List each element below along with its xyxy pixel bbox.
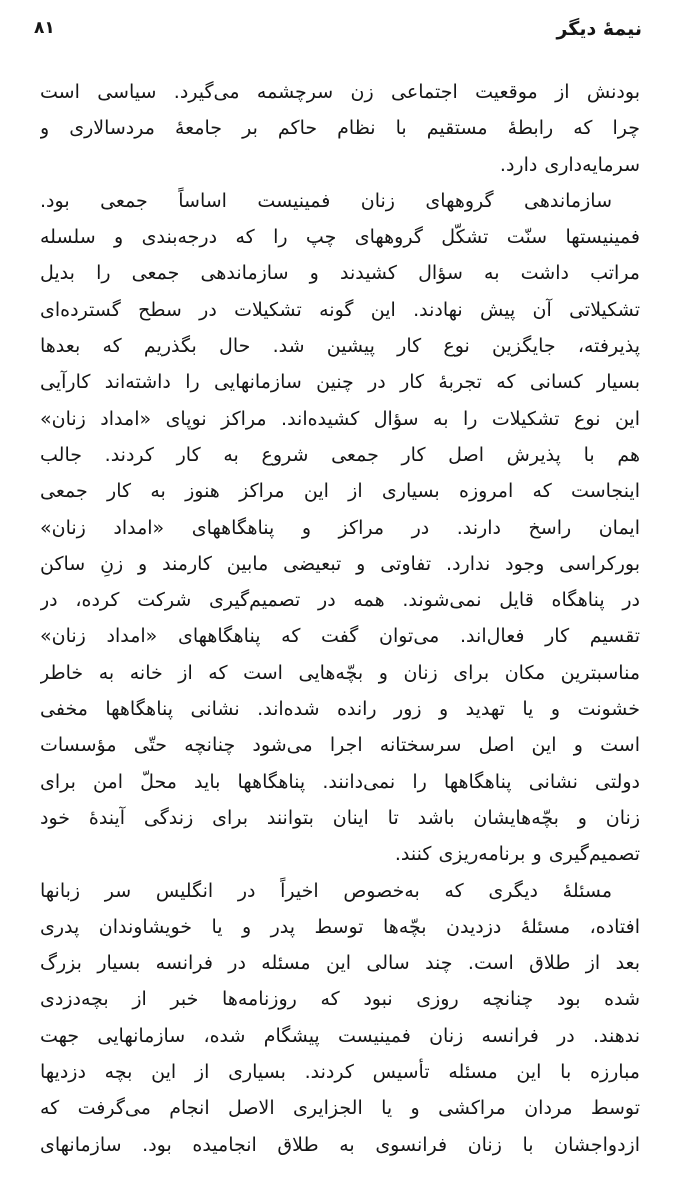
text-line: بسیار کسانی که تجربهٔ کار در چنین سازمانهایی را داشته‌اند کارآیی bbox=[40, 371, 640, 394]
text-line: در پناهگاه قایل نمی‌شوند. همه در تصمیم‌گیری شرکت کرده، در bbox=[40, 589, 640, 612]
text-line: شده بود چنانچه روزی نبود که روزنامه‌ها خبر از بچه‌دزدی bbox=[40, 988, 640, 1011]
text-line: ازدواجشان با زنان فرانسوی به طلاق انجامیده بود. سازمانهای bbox=[40, 1133, 640, 1156]
text-line: پذیرفته، جایگزین نوع کار پیشین شد. حال بگذریم که بعدها bbox=[40, 335, 640, 358]
text-line: افتاده، مسئلهٔ دزدیدن بچّه‌ها توسط پدر و یا خویشاوندان پدری bbox=[40, 915, 640, 938]
text-line: مبارزه با این مسئله تأسیس کردند. بسیاری از این بچه دزدیها bbox=[40, 1061, 640, 1084]
text-line: مناسبترین مکان برای زنان و بچّه‌هایی است که از خانه به خاطر bbox=[40, 661, 640, 684]
text-line: چرا که رابطهٔ مستقیم با نظام حاکم بر جامعهٔ مردسالاری و bbox=[40, 117, 640, 140]
text-line: تشکیلاتی آن پیش نهادند. این گونه تشکیلات در سطح گسترده‌ای bbox=[40, 298, 640, 321]
page-number: ٨١ bbox=[34, 18, 55, 38]
text-line: هم با پذیرش اصل کار جمعی شروع به کار کردند. جالب bbox=[40, 443, 640, 466]
text-line: دولتی نشانی پناهگاهها را نمی‌دانند. پناهگاهها باید محلّ امن برای bbox=[40, 770, 640, 793]
text-line: مسئلهٔ دیگری که به‌خصوص اخیراً در انگلیس سر زبانها bbox=[40, 879, 612, 902]
text-line: این نوع تشکیلات را به سؤال کشیده‌اند. مراکز نوپای «امداد زنان» bbox=[40, 407, 640, 430]
text-line: خشونت و یا تهدید و زور رانده شده‌اند. نشانی پناهگاهها مخفی bbox=[40, 698, 640, 721]
text-line: زنان و بچّه‌هایشان باشد تا اینان بتوانند برای زندگی آیندهٔ خود bbox=[40, 806, 640, 829]
text-line: ندهند. در فرانسه زنان فمینیست پیشگام شده، سازمانهایی جهت bbox=[40, 1024, 640, 1047]
text-line: ایمان راسخ دارند. در مراکز و پناهگاههای «امداد زنان» bbox=[40, 516, 640, 539]
text-line: بعد از طلاق است. چند سالی این مسئله در فرانسه بسیار بزرگ bbox=[40, 952, 640, 975]
text-line: سازماندهی گروههای زنان فمینیست اساساً جمعی بود. bbox=[40, 189, 612, 212]
text-line: سرمایه‌داری دارد. bbox=[499, 153, 640, 176]
text-line: مراتب داشت به سؤال کشیدند و سازماندهی جمعی را بدیل bbox=[40, 262, 640, 285]
text-line: بودنش از موقعیت اجتماعی زن سرچشمه می‌گیرد. سیاسی است bbox=[40, 81, 640, 103]
text-line: بورکراسی وجود ندارد. تفاوتی و تبعیضی مابین کارمند و زنِ ساکن bbox=[40, 552, 640, 575]
text-line: اینجاست که امروزه بسیاری از این مراکز هنوز به کار جمعی bbox=[40, 480, 640, 503]
text-line: تصمیم‌گیری و برنامه‌ریزی کنند. bbox=[394, 843, 640, 866]
text-line: فمینیستها سنّت تشکّل گروههای چپ را که درجه‌بندی و سلسله bbox=[40, 226, 640, 249]
running-title: نیمهٔ دیگر bbox=[556, 18, 642, 40]
text-line: تقسیم کار فعال‌اند. می‌توان گفت که پناهگاههای «امداد زنان» bbox=[40, 625, 640, 648]
text-line: توسط مردان مراکشی و یا الجزایری الاصل انجام می‌گرفت که bbox=[40, 1097, 640, 1120]
body-text bbox=[40, 74, 640, 1163]
page-header bbox=[28, 18, 642, 40]
text-line: است و این اصل سرسختانه اجرا می‌شود چنانچه حتّی مؤسسات bbox=[40, 734, 640, 757]
